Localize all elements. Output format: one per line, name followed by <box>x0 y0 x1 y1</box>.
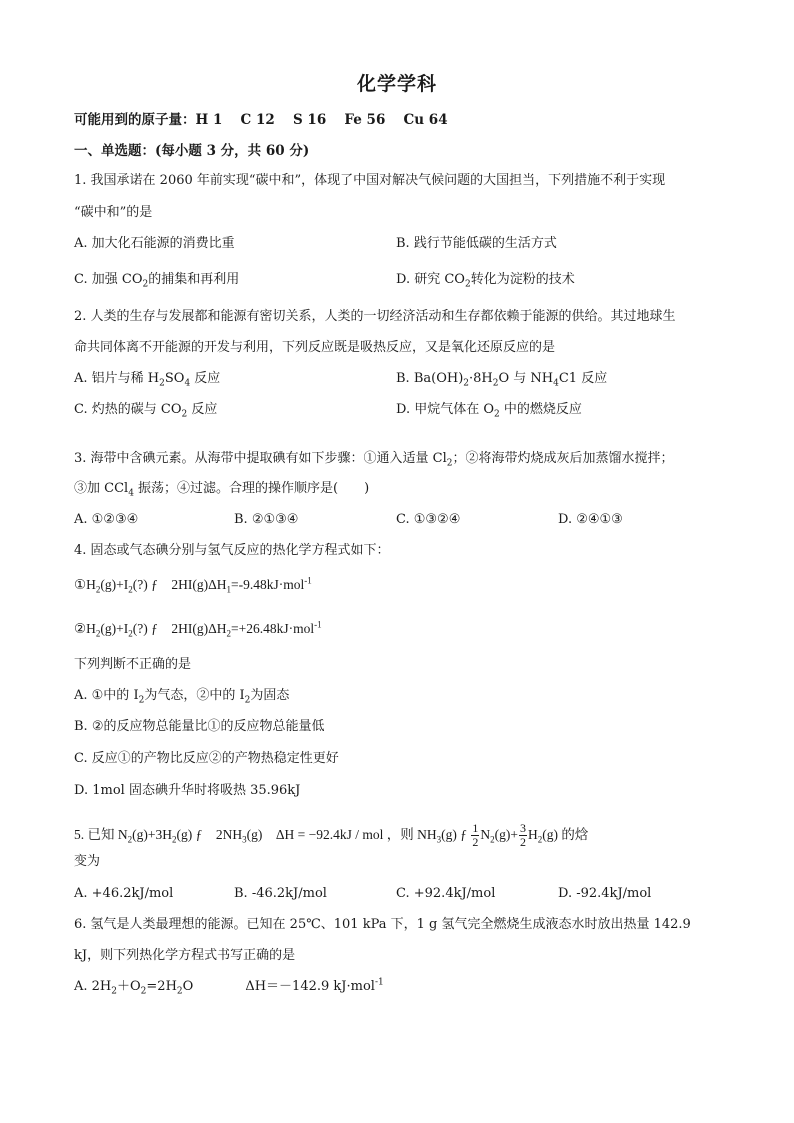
q3-option-c: C. ①③②④ <box>396 512 461 527</box>
q3-option-d: D. ②④①③ <box>558 512 623 527</box>
q5-stem-line2: 变为 <box>74 854 101 869</box>
q2-option-d: D. 甲烷气体在 $O_2$ 中的燃烧反应 <box>396 402 582 420</box>
q2-option-c: C. 灼热的碳与 $CO_2$ 反应 <box>74 402 218 420</box>
q5-option-b: B. -46.2kJ/mol <box>234 886 327 901</box>
q5-fraction-half: $\frac{1}{2}$ <box>472 821 479 850</box>
q4-option-d: D. 1mol 固态碘升华时将吸热 35.96kJ <box>74 783 301 798</box>
q3-stem-line2: ③加 CCl$_4$ 振荡；④过滤。合理的操作顺序是( ) <box>74 481 370 499</box>
q4-option-c: C. 反应①的产物比反应②的产物热稳定性更好 <box>74 751 339 766</box>
q4-equation-1: $①H_2(g)+I_2(?)$ ƒ $2HI(g)\Delta H_1=-9.48kJ\cdot mol^{-1}$ <box>74 575 312 595</box>
q4-judge-prompt: 下列判断不正确的是 <box>74 657 192 672</box>
q5-fraction-three-halves: $\frac{3}{2}$ <box>520 821 526 850</box>
q2-stem-line2: 命共同体离不开能源的开发与利用，下列反应既是吸热反应，又是氧化还原反应的是 <box>74 340 556 355</box>
q1-option-b: B. 践行节能低碳的生活方式 <box>396 236 557 251</box>
q3-stem-line1: 3. 海带中含碘元素。从海带中提取碘有如下步骤：①通入适量 $Cl_2$；②将海带灼烧成灰后加蒸馏水搅拌； <box>74 451 674 469</box>
q1-stem-line2: “碳中和”的是 <box>74 205 153 220</box>
section-heading: 一、单选题：(每小题 3 分，共 60 分) <box>74 143 310 159</box>
q5-option-c: C. +92.4kJ/mol <box>396 886 496 901</box>
q1-option-a: A. 加大化石能源的消费比重 <box>74 236 235 251</box>
q4-option-b: B. ②的反应物总能量比①的反应物总能量低 <box>74 719 325 734</box>
q1-option-d: D. 研究 $CO_2$转化为淀粉的技术 <box>396 272 575 290</box>
q2-stem-line1: 2. 人类的生存与发展都和能源有密切关系，人类的一切经济活动和生存都依赖于能源的供给。其过地球生 <box>74 309 676 324</box>
q6-option-a: A. $2H_2+O_2=2H_2O$ ΔH＝－142.9 kJ·mol$^{-1}$ <box>74 977 384 997</box>
q6-stem-line1: 6. 氢气是人类最理想的能源。已知在 25℃、101 kPa 下，1 g 氢气完全燃烧生成液态水时放出热量 142.9 <box>74 917 691 932</box>
q4-equation-2: $②H_2(g)+I_2(?)$ ƒ $2HI(g)\Delta H_2=+26.48kJ\cdot mol^{-1}$ <box>74 619 322 639</box>
q1-stem-line1: 1. 我国承诺在 2060 年前实现“碳中和”，体现了中国对解决气候问题的大国担当，下列措施不利于实现 <box>74 173 666 188</box>
q5-stem-line1: 5. 已知 $N_2(g)+3H_2(g)$ ƒ $2NH_3(g)$ ΔH = −92.4kJ / mol ，则 $NH_3(g)$ ƒ $\frac{1}{2}$ $N_2(g)+$ $\frac{3}{2}$ $H_2(g)$ 的焓 <box>74 821 589 850</box>
page-title: 化学学科 <box>356 73 437 95</box>
q5-option-a: A. +46.2kJ/mol <box>74 886 174 901</box>
q4-stem: 4. 固态或气态碘分别与氢气反应的热化学方程式如下： <box>74 543 390 558</box>
q2-option-a: A. 铝片与稀 $H_2SO_4$ 反应 <box>74 371 221 389</box>
q3-option-b: B. ②①③④ <box>234 512 299 527</box>
q4-option-a: A. ①中的 $I_2$为气态，②中的 $I_2$为固态 <box>74 688 290 706</box>
q1-option-c: C. 加强 $CO_2$的捕集和再利用 <box>74 272 240 290</box>
q3-option-a: A. ①②③④ <box>74 512 139 527</box>
q2-option-b: B. $Ba(OH)_2\cdot 8H_2O$ 与 $NH_4C1$ 反应 <box>396 371 608 389</box>
q5-option-d: D. -92.4kJ/mol <box>558 886 652 901</box>
q6-stem-line2: kJ，则下列热化学方程式书写正确的是 <box>74 948 296 963</box>
atomic-masses-line: 可能用到的原子量：H 1 C 12 S 16 Fe 56 Cu 64 <box>74 112 448 128</box>
